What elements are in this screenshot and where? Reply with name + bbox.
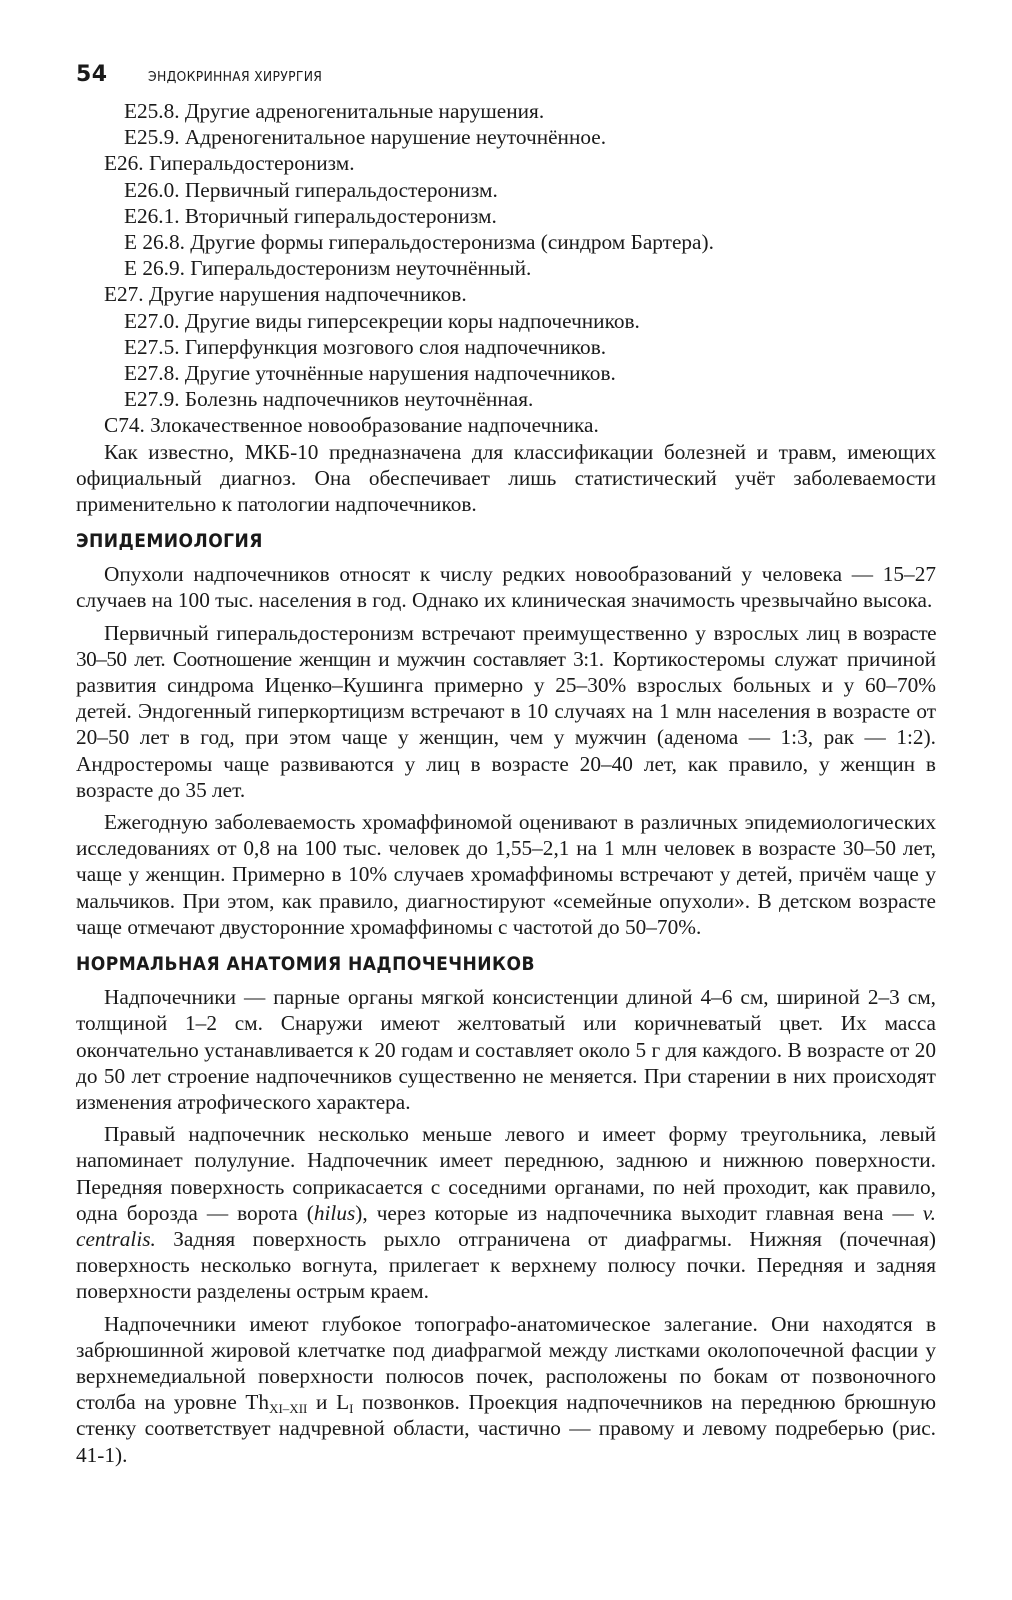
text-run: Задняя поверхность рыхло отграничена от диафрагмы. Нижняя (почечная) поверхность несколько вогнута, прилегает к верхнему полюсу почки. Передняя и задняя поверхности разделены острым краем.	[76, 1226, 936, 1304]
icd-code-group: C74. Злокачественное новообразование надпочечника.	[104, 413, 599, 438]
text-run: ), через которые из надпочечника выходит главная вена —	[355, 1200, 923, 1225]
latin-term-central-vein: v. centralis.	[76, 1200, 936, 1251]
text-run: позвонков. Проекция надпочечников на переднюю брюшную стенку соответствует надчревной области, частично — правому и левому подреберью (рис. 41-1).	[76, 1390, 936, 1467]
vertebra-subscript-lumbar: I	[349, 1401, 354, 1417]
icd-code-item: E25.8. Другие адреногенитальные нарушения.	[124, 99, 545, 123]
intro-paragraph: Как известно, МКБ-10 предназначена для классификации болезней и травм, имеющих официальный диагноз. Она обеспечивает лишь статистический учёт заболеваемости применительно к патологии надпочечников.	[76, 439, 936, 517]
running-title: ЭНДОКРИННАЯ ХИРУРГИЯ	[148, 69, 323, 85]
text-run: и L	[307, 1390, 350, 1415]
anatomy-paragraph-2	[76, 1121, 936, 1304]
vertebra-subscript-thoracic: XI–XII	[269, 1401, 308, 1417]
icd-code-item: E27.5. Гиперфункция мозгового слоя надпочечников.	[124, 334, 607, 359]
anatomy-paragraph-3	[76, 1311, 936, 1468]
text-run: Надпочечники имеют глубокое топографо-анатомическое залегание. Они находятся в забрюшинной жировой клетчатке под диафрагмой между листками околопочечной фасции у верхнемедиальной поверхности полюсов почек, расположены по бокам от позвоночного столба на уровне Th	[76, 1311, 936, 1415]
anatomy-paragraph-1: Надпочечники — парные органы мягкой консистенции длиной 4–6 см, шириной 2–3 см, толщиной 1–2 см. Снаружи имеют желтоватый или коричневатый цвет. Их масса окончательно устанавливается к 20 годам и составляет около 5 г для каждого. В возрасте от 20 до 50 лет строение надпочечников существенно не меняется. При старении в них происходят изменения атрофического характера.	[76, 985, 936, 1114]
icd-code-item: E25.9. Адреногенитальное нарушение неуточнённое.	[124, 125, 607, 150]
epidemiology-paragraph-3: Ежегодную заболеваемость хромаффиномой оценивают в различных эпидемиологических исследованиях от 0,8 на 100 тыс. человек до 1,55–2,1 на 1 млн человек в возрасте 30–50 лет, чаще у женщин. Примерно в 10% случаев хромаффиномы встречают у детей, причём чаще у мальчиков. При этом, как правило, диагностируют «семейные опухоли». В детском возрасте чаще отмечают двусторонние хромаффиномы с частотой до 50–70%.	[76, 810, 936, 939]
text-run-condensed: в возрасте 30–50 лет. Соотношение женщин и мужчин составляет 3:1.	[76, 620, 936, 671]
text-run: Кортикостеромы служат причиной развития синдрома Иценко–Кушинга примерно у 25–30% взрослых больных и у 60–70% детей. Эндогенный гиперкортицизм встречают в 10 случаях на 1 млн населения в возрасте от 20–50 лет в год, при этом чаще у женщин, чем у мужчин (аденома — 1:3, рак — 1:2). Андростеромы чаще развиваются у лиц в возрасте 20–40 лет, как правило, у женщин в возрасте до 35 лет.	[76, 646, 936, 802]
icd-code-item: E26.1. Вторичный гиперальдостеронизм.	[124, 203, 497, 228]
icd-code-list	[76, 98, 936, 439]
icd-code-item: E 26.9. Гиперальдостеронизм неуточнённый.	[124, 256, 532, 281]
page-number: 54	[76, 62, 108, 87]
icd-code-item: E 26.8. Другие формы гиперальдостеронизма (синдром Бартера).	[124, 230, 714, 255]
icd-code-item: E27.0. Другие виды гиперсекреции коры надпочечников.	[124, 308, 640, 333]
book-page	[76, 62, 936, 1468]
icd-code-group: E26. Гиперальдостеронизм.	[104, 151, 355, 176]
section-heading-anatomy: НОРМАЛЬНАЯ АНАТОМИЯ НАДПОЧЕЧНИКОВ	[76, 953, 535, 976]
icd-code-item: E26.0. Первичный гиперальдостеронизм.	[124, 177, 498, 202]
epidemiology-paragraph-1: Опухоли надпочечников относят к числу редких новообразований у человека — 15–27 случаев на 100 тыс. населения в год. Однако их клиническая значимость чрезвычайно высока.	[76, 562, 936, 613]
text-run: Правый надпочечник несколько меньше левого и имеет форму треугольника, левый напоминает полулуние. Надпочечник имеет переднюю, заднюю и нижнюю поверхности. Передняя поверхность соприкасается с соседними органами, по ней проходит, как правило, одна борозда — ворота (	[76, 1122, 936, 1225]
latin-term-hilus: hilus	[313, 1200, 356, 1225]
icd-code-item: E27.9. Болезнь надпочечников неуточнённая.	[124, 387, 534, 412]
running-header	[76, 62, 936, 96]
epidemiology-paragraph-2	[76, 620, 936, 803]
icd-code-group: E27. Другие нарушения надпочечников.	[104, 282, 467, 307]
icd-code-item: E27.8. Другие уточнённые нарушения надпочечников.	[124, 361, 616, 386]
text-run: Первичный гиперальдостеронизм встречают преимущественно у взрослых лиц	[104, 620, 848, 645]
section-heading-epidemiology: ЭПИДЕМИОЛОГИЯ	[76, 530, 263, 553]
